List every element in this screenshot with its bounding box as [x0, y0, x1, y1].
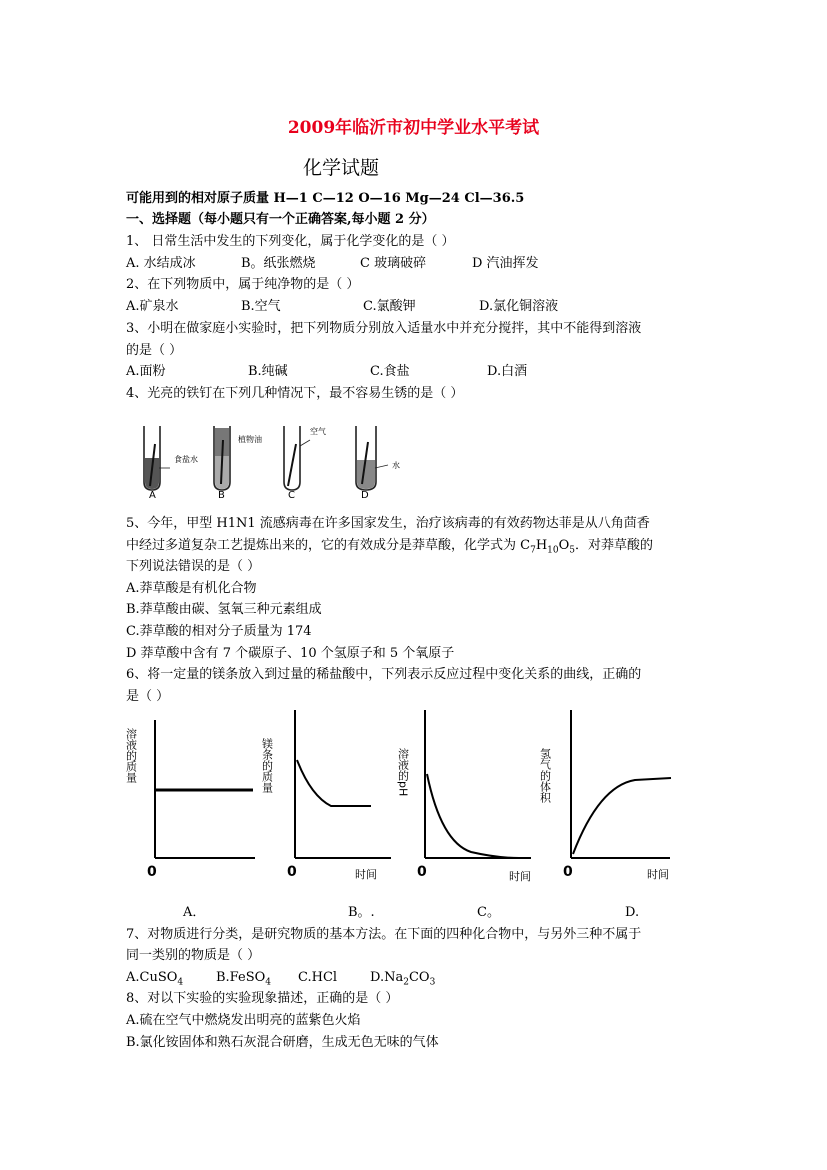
q4-test-tubes-figure — [130, 420, 420, 500]
tube-d-note: 水 — [392, 461, 400, 470]
q8-stem: 8、对以下实验的实验现象描述，正确的是（ ） — [126, 991, 399, 1006]
q6-option-c: C。 — [477, 905, 500, 920]
graph-c-xlabel: 时间 — [509, 870, 531, 883]
q7-stem-line2: 同一类别的物质是（ ） — [126, 948, 261, 963]
q2-option-c: C.氯酸钾 — [363, 299, 416, 314]
q6-option-d: D. — [625, 905, 640, 920]
q5-line2 — [126, 537, 653, 560]
q1-option-c: C 玻璃破碎 — [360, 256, 427, 271]
q6-option-b: B。. — [348, 905, 375, 920]
q1-option-a: A. 水结成冰 — [126, 256, 196, 271]
section-heading: 一、选择题（每小题只有一个正确答案,每小题 2 分） — [126, 212, 435, 227]
q2-option-d: D.氯化铜溶液 — [479, 299, 559, 314]
graph-a — [125, 720, 255, 880]
q3-option-b: B.纯碱 — [248, 364, 288, 379]
graph-b-ylabel: 镁条的质量 — [260, 738, 274, 793]
graph-a-ylabel: 溶液的质量 — [125, 728, 138, 783]
q7-option-a: A.CuSO$_4$ — [126, 970, 184, 988]
q5-option-a: A.莽草酸是有机化合物 — [126, 581, 257, 596]
q3-option-c: C.食盐 — [370, 364, 410, 379]
tube-b-note: 植物油 — [238, 435, 262, 444]
q3-option-a: A.面粉 — [126, 364, 166, 379]
q1-option-b: B。纸张燃烧 — [241, 256, 316, 271]
q4-stem: 4、光亮的铁钉在下列几种情况下，最不容易生锈的是（ ） — [126, 386, 464, 401]
q7-option-c: C.HCl — [298, 970, 338, 985]
q8-option-b: B.氯化铵固体和熟石灰混合研磨，生成无色无味的气体 — [126, 1035, 439, 1050]
graph-d — [539, 710, 672, 881]
q5-sub-c: 7 — [530, 545, 536, 556]
q3-option-d: D.白酒 — [487, 364, 528, 379]
q5-text-h: H — [535, 538, 548, 553]
tube-c-label: C — [288, 490, 295, 500]
q5-line1: 5、今年，甲型 H1N1 流感病毒在许多国家发生，治疗该病毒的有效药物达菲是从八角茴香 — [126, 516, 650, 531]
tube-a — [144, 426, 198, 500]
graph-d-xlabel: 时间 — [647, 868, 669, 881]
tube-b — [214, 426, 262, 500]
q3-stem-line2: 的是（ ） — [126, 343, 183, 358]
q3-stem-line1: 3、小明在做家庭小实验时，把下列物质分别放入适量水中并充分搅拌，其中不能得到溶液 — [126, 321, 642, 336]
tube-a-label: A — [149, 490, 156, 500]
q2-option-b: B.空气 — [241, 299, 281, 314]
q2-option-a: A.矿泉水 — [126, 299, 179, 314]
q6-option-a: A． — [183, 905, 206, 920]
q7-option-d: $D.Na_2CO_3$ — [370, 970, 436, 988]
q5-line3: 下列说法错误的是（ ） — [126, 559, 261, 574]
q5-sub-o: 5 — [569, 545, 576, 556]
q7-option-b: B.FeSO$_4$ — [216, 970, 271, 988]
q5-option-d: D 莽草酸中含有 7 个碳原子、10 个氢原子和 5 个氧原子 — [126, 646, 455, 661]
tube-a-note: 食盐水 — [174, 455, 198, 464]
q5-option-b: B.莽草酸由碳、氢氧三种元素组成 — [126, 602, 322, 617]
graph-b-origin: 0 — [287, 864, 297, 880]
q5-text-a: 中经过多道复杂工艺提炼出来的，它的有效成分是莽草酸，化学式为 C — [126, 538, 531, 553]
q6-stem-line1: 6、将一定量的镁条放入到过量的稀盐酸中，下列表示反应过程中变化关系的曲线，正确的 — [126, 667, 642, 682]
tube-d — [356, 426, 400, 500]
graph-d-ylabel: 氢气的体积 — [538, 748, 552, 803]
q2-stem: 2、在下列物质中，属于纯净物的是（ ） — [126, 277, 360, 292]
tube-d-label: D — [361, 490, 369, 500]
graph-c-ylabel: 溶液的pH — [396, 748, 410, 797]
q1-stem: 1、 日常生活中发生的下列变化，属于化学变化的是（ ） — [126, 234, 455, 249]
q6-graphs-figure — [125, 700, 685, 890]
graph-b — [261, 710, 392, 881]
graph-b-xlabel: 时间 — [355, 868, 377, 881]
atomic-mass-line: 可能用到的相对原子质量 H—1 C—12 O—16 Mg—24 Cl—36.5 — [126, 191, 525, 206]
tube-c-note: 空气 — [310, 427, 326, 436]
tube-b-label: B — [218, 490, 225, 500]
q7-stem-line1: 7、对物质进行分类，是研究物质的基本方法。在下面的四种化合物中，与另外三种不属于 — [126, 927, 642, 942]
graph-c-origin: 0 — [417, 864, 427, 880]
graph-a-origin: 0 — [147, 864, 157, 880]
q1-option-d: D 汽油挥发 — [472, 256, 539, 271]
q5-text-o: O — [558, 538, 570, 553]
q8-option-a: A.硫在空气中燃烧发出明亮的蓝紫色火焰 — [126, 1013, 361, 1028]
graph-d-origin: 0 — [563, 864, 573, 880]
q5-sub-h: 10 — [547, 545, 559, 556]
q5-option-c: C.莽草酸的相对分子质量为 174 — [126, 624, 312, 639]
q5-text-d: ．对莽草酸的 — [575, 538, 654, 553]
page-title: 2009年临沂市初中学业水平考试 — [287, 118, 540, 138]
tube-c — [284, 426, 326, 500]
q6-stem-line2: 是（ ） — [126, 689, 170, 704]
page-subtitle: 化学试题 — [303, 157, 380, 179]
graph-c — [397, 710, 532, 883]
